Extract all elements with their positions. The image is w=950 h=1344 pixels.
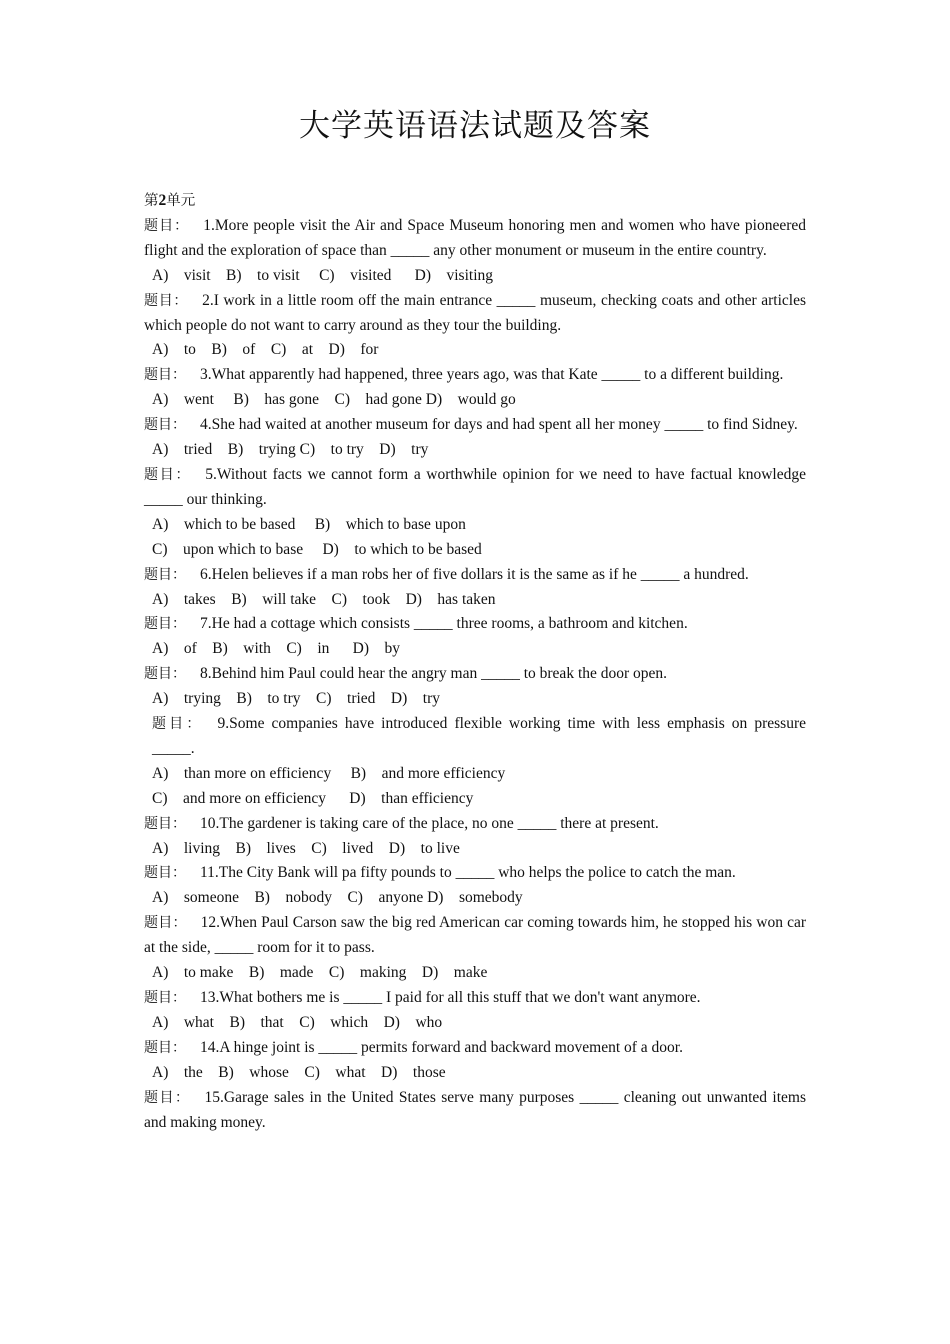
question-label: 题目：	[144, 566, 186, 583]
document-title: 大学英语语法试题及答案	[299, 108, 651, 144]
question-label: 题目：	[152, 716, 204, 733]
question-stem: 12.When Paul Carson saw the big red American car coming towards him, he stopped his won car at the side, _____ room for it to pass.	[144, 914, 806, 957]
question-label: 题目：	[144, 865, 186, 882]
question-label: 题目：	[144, 1039, 186, 1056]
question-text	[144, 662, 806, 687]
question-stem: 15.Garage sales in the United States serve many purposes _____ cleaning out unwanted items and making money.	[144, 1088, 806, 1131]
question-stem: 8.Behind him Paul could hear the angry man _____ to break the door open.	[200, 665, 668, 683]
question-text	[144, 563, 806, 588]
question-label: 题目：	[144, 666, 186, 683]
question-text	[144, 214, 806, 264]
question-text	[144, 712, 806, 762]
question-stem: 13.What bothers me is _____ I paid for all this stuff that we don't want anymore.	[200, 989, 701, 1006]
answer-options: A) went B) has gone C) had gone D) would go	[152, 391, 516, 409]
answer-options: A) of B) with C) in D) by	[152, 640, 400, 658]
answer-options: A) the B) whose C) what D) those	[152, 1063, 446, 1081]
question-text	[144, 1086, 806, 1136]
question-label: 题目：	[144, 466, 192, 483]
unit-number: 2	[158, 192, 167, 209]
question-stem: 11.The City Bank will pa fifty pounds to _____ who helps the police to catch the man.	[200, 864, 736, 882]
answer-options: A) than more on efficiency B) and more efficiency	[152, 764, 506, 782]
answer-options: A) tried B) trying C) to try D) try	[152, 441, 429, 459]
unit-prefix: 第	[144, 193, 159, 209]
question-label: 题目：	[144, 367, 186, 384]
question-label: 题目：	[144, 616, 186, 633]
question-text	[144, 289, 806, 339]
question-stem: 9.Some companies have introduced flexible working time with less emphasis on pressure _____.	[152, 715, 807, 757]
unit-heading	[144, 189, 806, 214]
question-text	[144, 812, 806, 837]
answer-options: A) living B) lives C) lived D) to live	[152, 839, 460, 857]
question-text	[144, 363, 806, 388]
question-text	[144, 413, 806, 438]
unit-suffix: 单元	[166, 193, 196, 209]
question-label: 题目：	[144, 815, 186, 832]
question-stem: 4.She had waited at another museum for days and had spent all her money _____ to find Sidney.	[200, 416, 798, 434]
answer-options: C) and more on efficiency D) than efficiency	[152, 789, 474, 807]
answer-options: A) takes B) will take C) took D) has taken	[152, 590, 496, 608]
answer-options: A) which to be based B) which to base upon	[152, 515, 466, 533]
question-stem: 1.More people visit the Air and Space Museum honoring men and women who have pioneered flight and the exploration of space than _____ any other monument or museum in the entire country.	[144, 216, 807, 259]
question-stem: 14.A hinge joint is _____ permits forward and backward movement of a door.	[200, 1038, 683, 1056]
question-label: 题目：	[144, 217, 190, 234]
question-text	[144, 861, 806, 886]
question-stem: 7.He had a cottage which consists _____ three rooms, a bathroom and kitchen.	[200, 615, 688, 633]
question-text	[144, 463, 806, 513]
answer-options: A) to make B) made C) making D) make	[152, 964, 488, 982]
answer-options: A) someone B) nobody C) anyone D) somebody	[152, 889, 523, 907]
question-text	[144, 986, 806, 1011]
question-label: 题目：	[144, 915, 187, 932]
question-stem: 6.Helen believes if a man robs her of five dollars it is the same as if he _____ a hundred.	[200, 565, 749, 583]
question-text	[144, 911, 806, 961]
question-text	[144, 1036, 806, 1061]
question-label: 题目：	[144, 990, 186, 1006]
question-label: 题目：	[144, 292, 189, 309]
answer-options: A) what B) that C) which D) who	[152, 1013, 443, 1031]
question-text	[144, 612, 806, 637]
question-stem: 3.What apparently had happened, three years ago, was that Kate _____ to a different building.	[200, 366, 784, 384]
question-stem: 5.Without facts we cannot form a worthwhile opinion for we need to have factual knowledge _____ our thinking.	[144, 465, 806, 508]
question-label: 题目：	[144, 417, 186, 434]
answer-options: A) visit B) to visit C) visited D) visiting	[152, 266, 494, 284]
answer-options: A) to B) of C) at D) for	[152, 341, 379, 359]
answer-options: A) trying B) to try C) tried D) try	[152, 690, 441, 708]
question-stem: 2.I work in a little room off the main entrance _____ museum, checking coats and other articles which people do not want to carry around as they tour the building.	[144, 291, 806, 334]
question-label: 题目：	[144, 1089, 191, 1106]
question-stem: 10.The gardener is taking care of the place, no one _____ there at present.	[200, 814, 659, 832]
document-body	[144, 189, 806, 1135]
answer-options: C) upon which to base D) to which to be based	[152, 540, 482, 558]
